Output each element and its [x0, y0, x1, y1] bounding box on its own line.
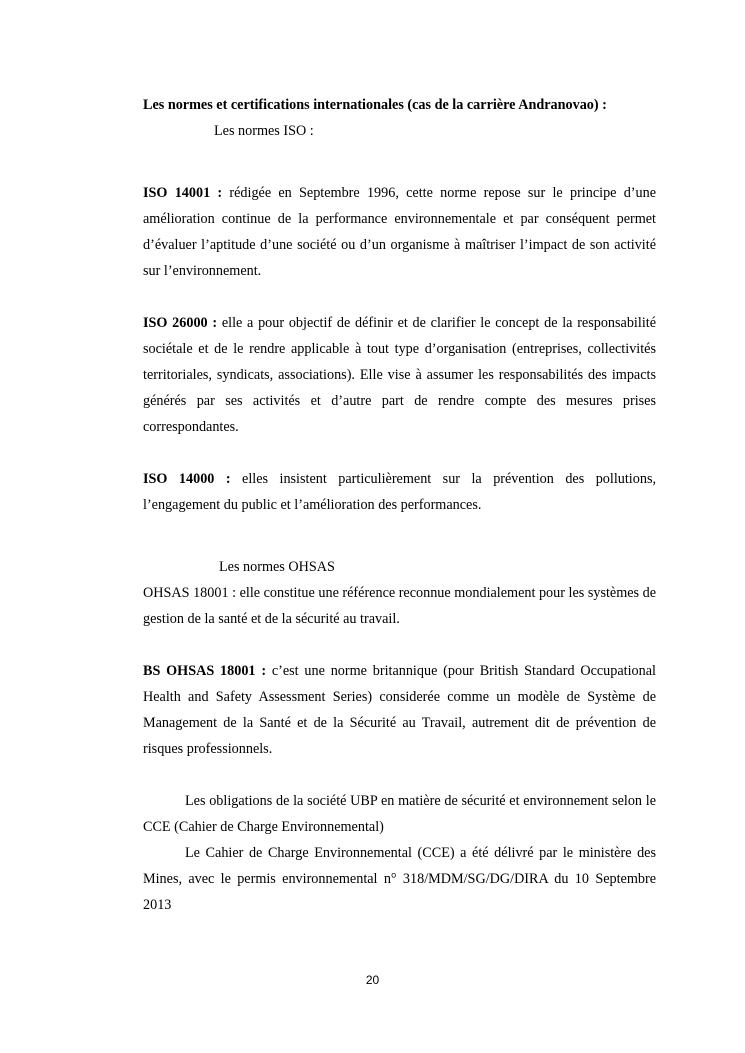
iso-26000-paragraph	[143, 310, 656, 440]
page-content	[143, 92, 656, 918]
bs-ohsas-18001-text: c’est une norme britannique (pour British Standard Occupational Health and Safety Assessment Series) considerée comme un modèle de Système de Management de la Santé et de la Sécurité au Travail, autrement dit de prévention de risques professionnels.	[143, 663, 656, 757]
section-heading: Les normes et certifications internationales (cas de la carrière Andranovao) :	[143, 97, 607, 113]
iso-14000-term: ISO 14000 :	[143, 471, 231, 487]
ohsas-18001-paragraph: OHSAS 18001 : elle constitue une référence reconnue mondialement pour les systèmes de gestion de la santé et de la sécurité au travail.	[143, 585, 656, 627]
obligations-paragraph: Les obligations de la société UBP en matière de sécurité et environnement selon le CCE (Cahier de Charge Environnemental)	[143, 793, 656, 835]
ohsas-subheading: Les normes OHSAS	[219, 559, 335, 575]
iso-26000-term: ISO 26000 :	[143, 315, 218, 331]
bs-ohsas-18001-paragraph	[143, 658, 656, 762]
bs-ohsas-18001-term: BS OHSAS 18001 :	[143, 663, 267, 679]
iso-subheading: Les normes ISO :	[214, 123, 314, 139]
page-number: 20	[365, 973, 380, 987]
iso-14001-paragraph	[143, 180, 656, 284]
iso-14000-paragraph	[143, 466, 656, 518]
iso-14000-text: elles insistent particulièrement sur la prévention des pollutions, l’engagement du public et l’amélioration des performances.	[143, 471, 657, 513]
iso-14001-term: ISO 14001 :	[143, 185, 223, 201]
iso-26000-text: elle a pour objectif de définir et de clarifier le concept de la responsabilité sociétale et de le rendre applicable à tout type d’organisation (entreprises, collectivités territoriales, syndicats, associations). Elle vise à assumer les responsabilités des impacts générés par ses activités et d’autre part de rendre compte des mesures prises correspondantes.	[143, 315, 656, 435]
iso-14001-text: rédigée en Septembre 1996, cette norme repose sur le principe d’une amélioration continue de la performance environnementale et par conséquent permet d’évaluer l’aptitude d’une société ou d’un organisme à maîtriser l’impact de son activité sur l’environnement.	[143, 185, 657, 279]
cce-paragraph: Le Cahier de Charge Environnemental (CCE) a été délivré par le ministère des Mines, avec le permis environnemental n° 318/MDM/SG/DG/DIRA du 10 Septembre 2013	[143, 845, 656, 913]
